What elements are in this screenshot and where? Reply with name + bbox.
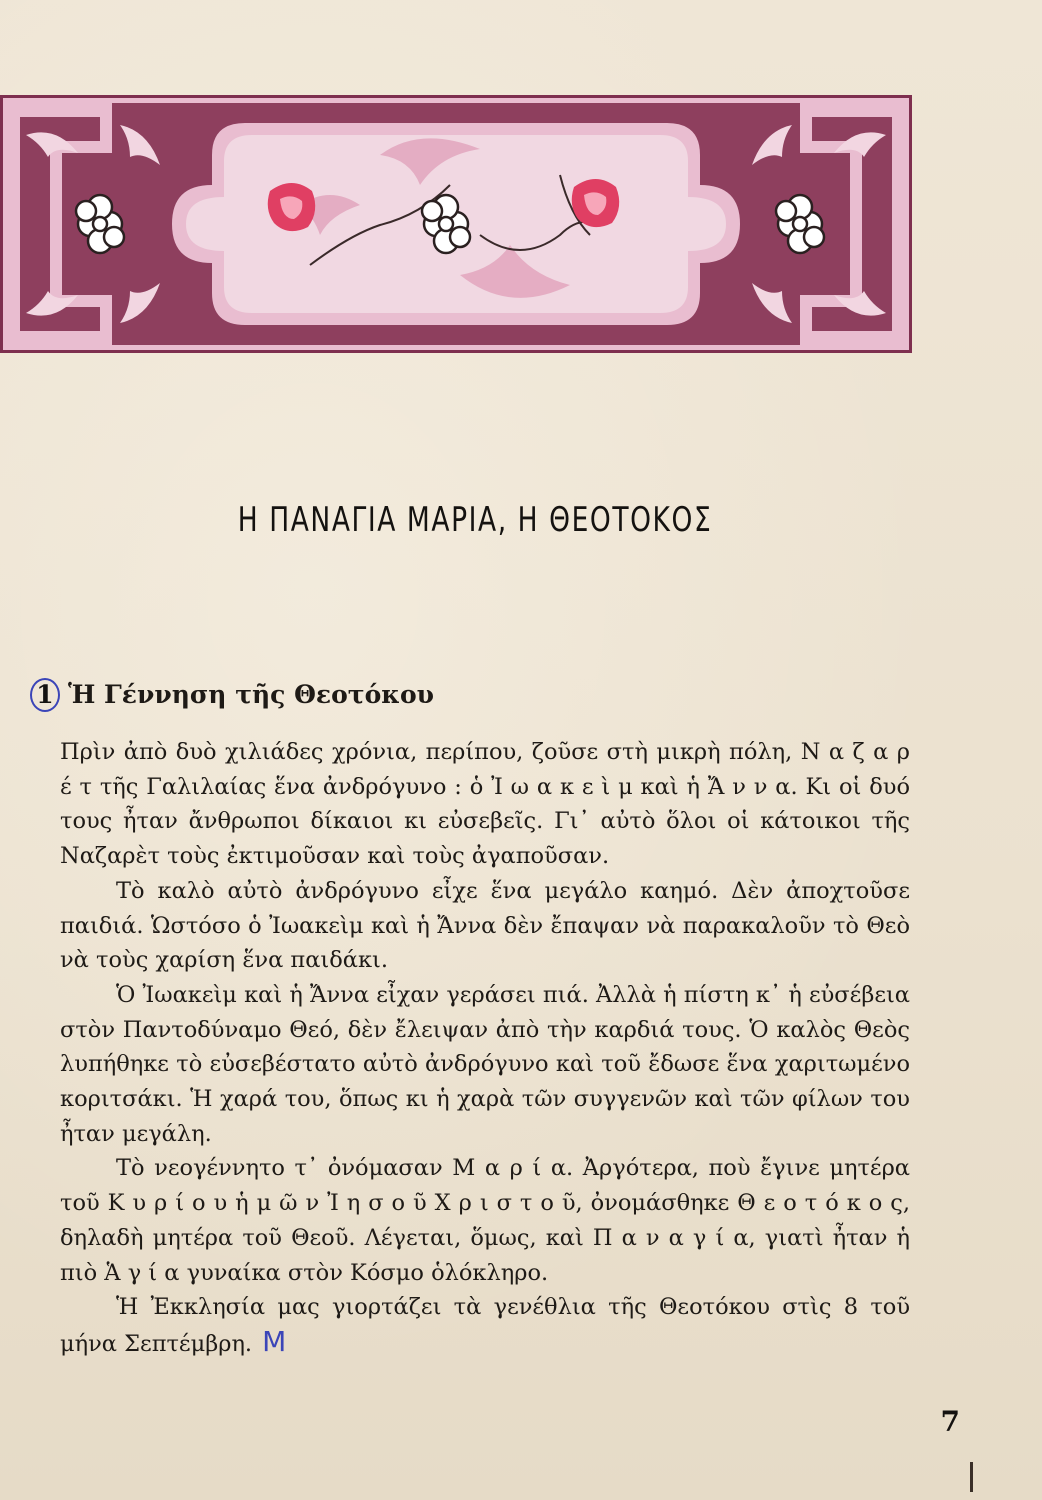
- handwritten-mark: Μ: [262, 1324, 287, 1358]
- paragraph: Τὸ καλὸ αὐτὸ ἀνδρόγυνο εἶχε ἕνα μεγάλο καημό. Δὲν ἀποχτοῦσε παιδιά. Ὡστόσο ὁ Ἰωακεὶμ καὶ ἡ Ἄννα δὲν ἔπαψαν νὰ παρακαλοῦν τὸ Θεὸ νὰ τοὺς χαρίση ἕνα παιδάκι.: [60, 877, 910, 974]
- section-heading-text: Ἡ Γέννηση τῆς Θεοτόκου: [68, 680, 435, 709]
- page-number: 7: [940, 1405, 960, 1438]
- section-number: 1: [30, 678, 60, 712]
- paragraph: Τὸ νεογέννητο τ᾽ ὀνόμασαν Μ α ρ ί α. Ἀργότερα, ποὺ ἔγινε μητέρα τοῦ Κ υ ρ ί ο υ ἡ μ ῶ ν Ἰ η σ ο ῦ Χ ρ ι σ τ ο ῦ, ὀνομάσθηκε Θ ε ο τ ό κ ο ς, δηλαδὴ μητέρα τοῦ Θεοῦ. Λέγεται, ὅμως, καὶ Π α ν α γ ί α, γιατὶ ἦταν ἡ πιὸ Ἁ γ ί α γυναίκα στὸν Κόσμο ὁλόκληρο.: [60, 1155, 910, 1286]
- paragraph-text: Ἡ Ἐκκλησία μας γιορτάζει τὰ γενέθλια τῆς Θεοτόκου στὶς 8 τοῦ μήνα Σεπτέμβρη.: [60, 1294, 910, 1357]
- section-heading: [30, 678, 434, 712]
- paragraph: [60, 1290, 910, 1361]
- body-text: [60, 735, 910, 1362]
- floral-ornament-banner: [0, 95, 912, 353]
- paragraph: Πρὶν ἀπὸ δυὸ χιλιάδες χρόνια, περίπου, ζοῦσε στὴ μικρὴ πόλη, Ν α ζ α ρ έ τ τῆς Γαλιλαίας ἕνα ἀνδρόγυνο : ὁ Ἰ ω α κ ε ὶ μ καὶ ἡ Ἄ ν ν α. Κι οἱ δυό τους ἦταν ἄνθρωποι δίκαιοι κι εὐσεβεῖς. Γι᾽ αὐτὸ ὅλοι οἱ κάτοικοι τῆς Ναζαρὲτ τοὺς ἐκτιμοῦσαν καὶ τοὺς ἀγαποῦσαν.: [60, 739, 910, 870]
- chapter-title: Η ΠΑΝΑΓΙΑ ΜΑΡΙΑ, Η ΘΕΟΤΟΚΟΣ: [237, 500, 713, 540]
- paragraph: Ὁ Ἰωακεὶμ καὶ ἡ Ἄννα εἶχαν γεράσει πιά. Ἀλλὰ ἡ πίστη κ᾽ ἡ εὐσέβεια στὸν Παντοδύναμο Θεό, δὲν ἔλειψαν ἀπὸ τὴν καρδιά τους. Ὁ καλὸς Θεὸς λυπήθηκε τὸ εὐσεβέστατο αὐτὸ ἀνδρόγυνο καὶ τοῦ ἔδωσε ἕνα χαριτωμένο κοριτσάκι. Ἡ χαρά του, ὅπως κι ἡ χαρὰ τῶν συγγενῶν καὶ τῶν φίλων του ἦταν μεγάλη.: [60, 981, 910, 1147]
- page-edge-mark: [970, 1462, 973, 1492]
